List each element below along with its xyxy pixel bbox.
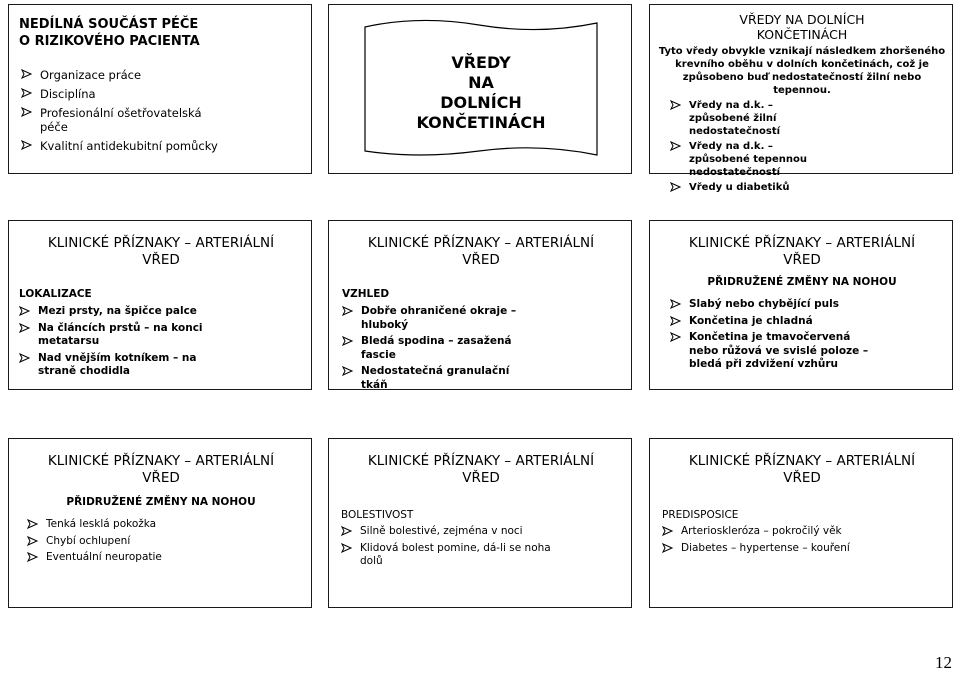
slide-5 (328, 220, 632, 390)
list-item: Organizace práce (21, 68, 221, 82)
slide-6-list (670, 298, 880, 372)
list-item: Arterioskleróza – pokročilý věk (662, 525, 862, 539)
list-item: Končetina je tmavočervená nebo růžová ve svislé poloze – bledá při zdvižení vzhůru (670, 331, 880, 372)
arrow-bullet-icon (341, 525, 355, 538)
slide-9 (649, 438, 953, 608)
slide-1-list (21, 68, 221, 153)
arrow-bullet-icon (21, 139, 35, 152)
slide-5-subhead: VZHLED (342, 288, 390, 300)
arrow-bullet-icon (670, 99, 684, 112)
arrow-bullet-icon (670, 331, 684, 344)
arrow-bullet-icon (19, 322, 33, 335)
list-item: Klidová bolest pomine, dá-li se noha dolů (341, 542, 561, 569)
arrow-bullet-icon (670, 315, 684, 328)
slide-8-subhead: BOLESTIVOST (341, 509, 414, 521)
slide-8 (328, 438, 632, 608)
list-item: Diabetes – hypertense – kouření (662, 542, 862, 556)
list-item: Dobře ohraničené okraje – hluboký (342, 305, 537, 332)
arrow-bullet-icon (670, 140, 684, 153)
arrow-bullet-icon (341, 542, 355, 555)
slide-5-list (342, 305, 537, 392)
arrow-bullet-icon (670, 298, 684, 311)
banner-line: KONČETINÁCH (416, 113, 546, 132)
arrow-bullet-icon (662, 525, 676, 538)
banner-line: DOLNÍCH (440, 93, 522, 112)
slide-8-list (341, 525, 561, 569)
list-item: Eventuální neuropatie (27, 551, 247, 565)
slide-1 (8, 4, 312, 174)
slide-6 (649, 220, 953, 390)
slide-2 (328, 4, 632, 174)
list-item: Nedostatečná granulační tkáň (342, 365, 537, 392)
list-item: Kvalitní antidekubitní pomůcky (21, 139, 221, 153)
slide-5-title: KLINICKÉ PŘÍZNAKY – ARTERIÁLNÍ VŘED (367, 235, 595, 268)
list-item: Silně bolestivé, zejména v noci (341, 525, 561, 539)
banner-line: NA (468, 73, 494, 92)
arrow-bullet-icon (27, 518, 41, 531)
list-item: Profesionální ošetřovatelská péče (21, 106, 221, 134)
slide-9-title: KLINICKÉ PŘÍZNAKY – ARTERIÁLNÍ VŘED (688, 453, 916, 486)
arrow-bullet-icon (19, 352, 33, 365)
arrow-bullet-icon (19, 305, 33, 318)
banner-line: VŘEDY (451, 53, 511, 72)
slide-9-subhead: PREDISPOSICE (662, 509, 739, 521)
slide-9-list (662, 525, 862, 555)
arrow-bullet-icon (670, 181, 684, 194)
list-item: Chybí ochlupení (27, 535, 247, 549)
slide-4-subhead: LOKALIZACE (19, 288, 92, 300)
slide-4-list (19, 305, 219, 379)
page-number: 12 (935, 653, 952, 672)
slide-3-list (670, 99, 830, 194)
arrow-bullet-icon (342, 305, 356, 318)
list-item: Vředy na d.k. – způsobené žilní nedostatečností (670, 99, 830, 138)
slide-3-intro: Tyto vředy obvykle vznikají následkem zhoršeného krevního oběhu v dolních končetinách, což je způsobeno buď nedostatečností žilní nebo tepennou. (658, 46, 946, 96)
slide-7-title: KLINICKÉ PŘÍZNAKY – ARTERIÁLNÍ VŘED (47, 453, 275, 486)
list-item: Vředy na d.k. – způsobené tepennou nedostatečností (670, 140, 830, 179)
list-item: Disciplína (21, 87, 221, 101)
slide-4-title: KLINICKÉ PŘÍZNAKY – ARTERIÁLNÍ VŘED (47, 235, 275, 268)
list-item: Tenká lesklá pokožka (27, 518, 247, 532)
arrow-bullet-icon (21, 68, 35, 81)
slide-7-subhead: PŘIDRUŽENÉ ZMĚNY NA NOHOU (66, 496, 256, 508)
slide-6-subhead: PŘIDRUŽENÉ ZMĚNY NA NOHOU (707, 276, 897, 288)
slide-4 (8, 220, 312, 390)
arrow-bullet-icon (342, 365, 356, 378)
slide-8-title: KLINICKÉ PŘÍZNAKY – ARTERIÁLNÍ VŘED (367, 453, 595, 486)
slide-3-title: VŘEDY NA DOLNÍCH KONČETINÁCH (739, 12, 865, 42)
list-item: Na článcích prstů – na konci metatarsu (19, 322, 219, 349)
arrow-bullet-icon (342, 335, 356, 348)
slide-6-title: KLINICKÉ PŘÍZNAKY – ARTERIÁLNÍ VŘED (688, 235, 916, 268)
arrow-bullet-icon (21, 87, 35, 100)
arrow-bullet-icon (27, 535, 41, 548)
list-item: Mezi prsty, na špičce palce (19, 305, 219, 319)
slide-7 (8, 438, 312, 608)
list-item: Nad vnějším kotníkem – na straně chodidla (19, 352, 219, 379)
banner-text (365, 53, 597, 133)
slide-1-title: NEDÍLNÁ SOUČÁST PÉČE O RIZIKOVÉHO PACIENTA (19, 17, 200, 49)
slide-7-list (27, 518, 247, 565)
list-item: Vředy u diabetiků (670, 181, 830, 194)
list-item: Bledá spodina – zasažená fascie (342, 335, 537, 362)
arrow-bullet-icon (662, 542, 676, 555)
list-item: Končetina je chladná (670, 315, 880, 329)
arrow-bullet-icon (27, 551, 41, 564)
arrow-bullet-icon (21, 106, 35, 119)
slide-3 (649, 4, 953, 193)
list-item: Slabý nebo chybějící puls (670, 298, 880, 312)
